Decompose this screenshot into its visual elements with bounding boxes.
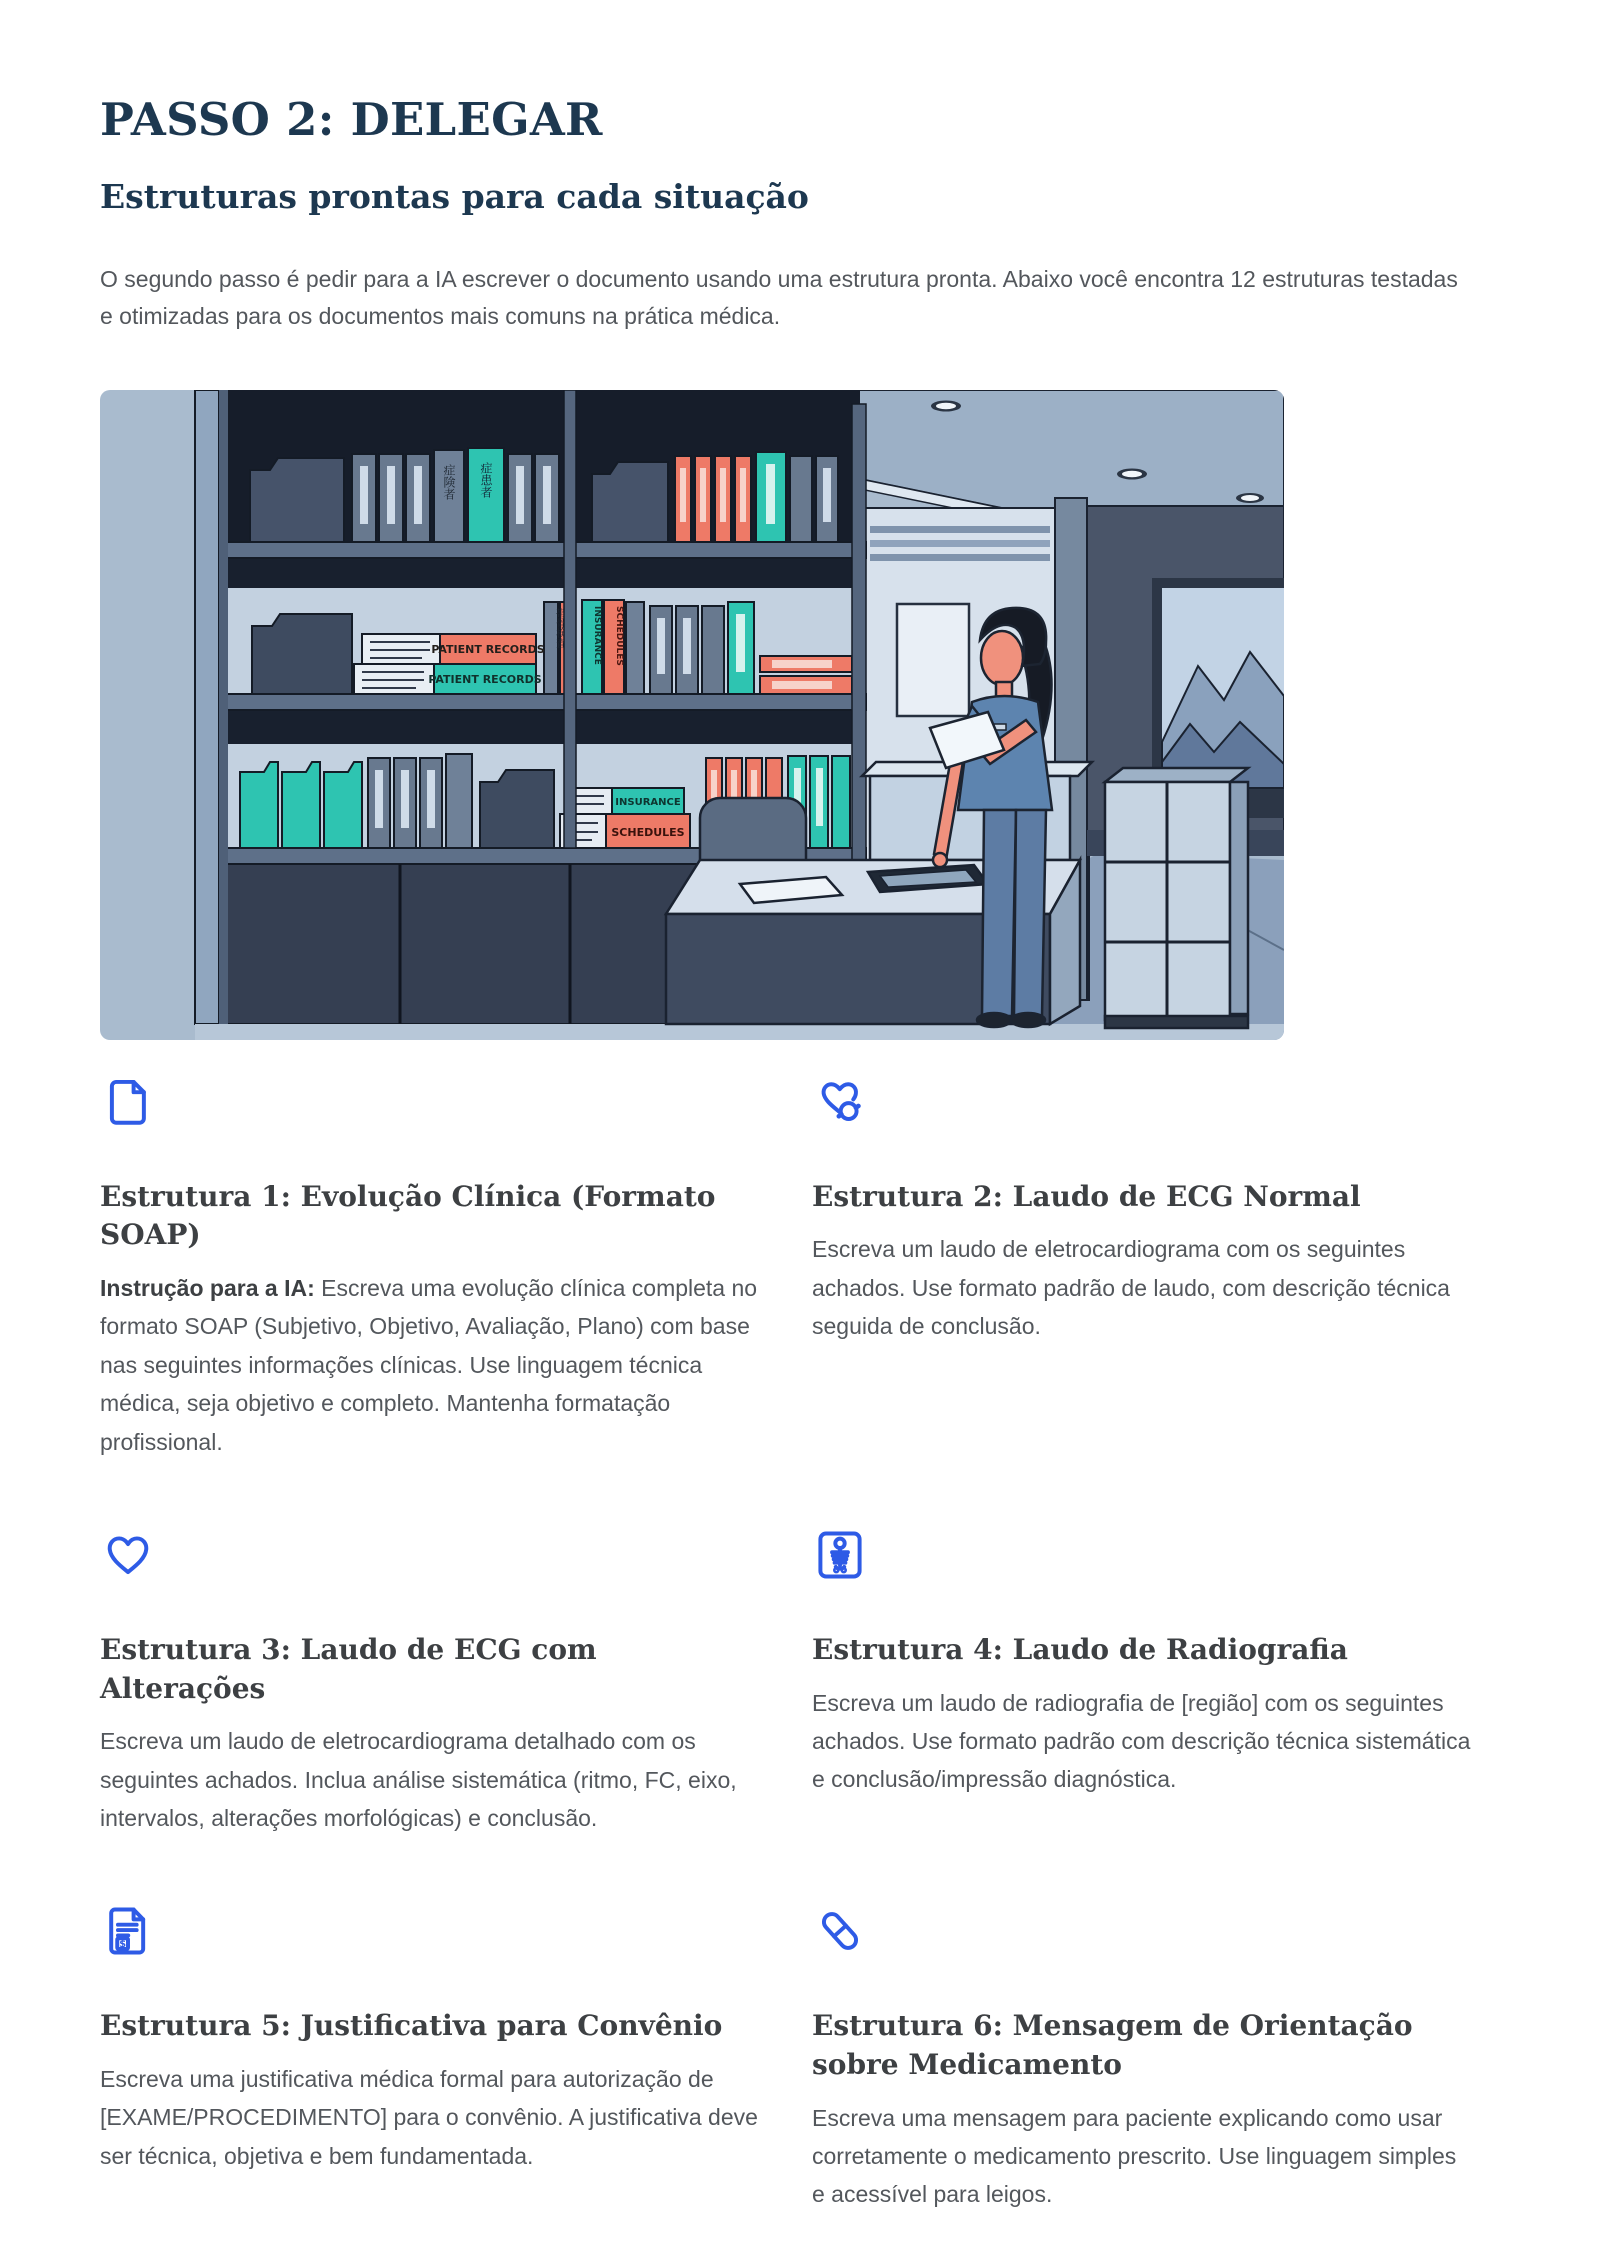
heart-icon	[100, 1527, 760, 1583]
card-body: Escreva uma justificativa médica formal para autorização de [EXAME/PROCEDIMENTO] para o convênio. A justificativa deve ser técnica, objetiva e bem fundamentada.	[100, 2066, 758, 2169]
card-title: Estrutura 6: Mensagem de Orientação sobre Medicamento	[812, 2009, 1413, 2082]
card-body: Escreva um laudo de eletrocardiograma detalhado com os seguintes achados. Inclua análise sistemática (ritmo, FC, eixo, intervalos, alterações morfológicas) e conclusão.	[100, 1728, 737, 1831]
card-body: Instrução para a IA: Escreva uma evolução clínica completa no formato SOAP (Subjetivo, Objetivo, Avaliação, Plano) com base nas seguintes informações clínicas. Use linguagem técnica médica, seja objetivo e completo. Mantenha formatação profissional.	[100, 1274, 758, 1455]
card-title: Estrutura 2: Laudo de ECG Normal	[812, 1179, 1361, 1213]
card-title: Estrutura 5: Justificativa para Convênio	[100, 2009, 723, 2043]
card-estrutura-3	[100, 1527, 760, 1837]
card-body: Escreva um laudo de radiografia de [região] com os seguintes achados. Use formato padrão com descrição técnica sistemática e conclusão/impressão diagnóstica.	[812, 1689, 1471, 1793]
card-body: Escreva um laudo de eletrocardiograma com os seguintes achados. Use formato padrão de laudo, com descrição técnica seguida de conclusão.	[812, 1236, 1450, 1340]
intro-paragraph: O segundo passo é pedir para a IA escrever o documento usando uma estrutura pronta. Abaixo você encontra 12 estruturas testadas e otimizadas para os documentos mais comuns na prática médica.	[100, 266, 1458, 330]
book-label: PATIENT RECORDS	[431, 642, 545, 656]
svg-text:$: $	[119, 1939, 127, 1951]
book-label: SCHEDULES	[611, 825, 685, 839]
file-cabinet	[1105, 768, 1248, 1028]
binder-spine-label: INSURANCE	[592, 605, 602, 665]
binder-spine-label: SCHEDULES	[614, 605, 624, 666]
xray-icon	[812, 1527, 1472, 1583]
stethoscope-heart-icon	[812, 1074, 1472, 1130]
binder-spine-label: 症患者	[479, 461, 493, 498]
structure-cards-grid	[100, 1074, 1472, 2214]
binder-spine-label: 帯骨検査	[553, 607, 565, 648]
card-estrutura-6	[812, 1903, 1472, 2213]
card-estrutura-2	[812, 1074, 1472, 1461]
card-title: Estrutura 3: Laudo de ECG com Alterações	[100, 1632, 597, 1705]
card-title: Estrutura 4: Laudo de Radiografia	[812, 1632, 1348, 1666]
pill-icon	[812, 1903, 1472, 1959]
book-label: PATIENT RECORDS	[428, 672, 542, 686]
binder-spine-label: 症険者	[442, 463, 456, 500]
card-body: Escreva uma mensagem para paciente explicando como usar corretamente o medicamento prescrito. Use linguagem simples e acessível para leigos.	[812, 2104, 1457, 2208]
page-title: PASSO 2: DELEGAR	[100, 93, 603, 146]
instruction-lead: Instrução para a IA:	[100, 1274, 322, 1301]
page-subtitle: Estruturas prontas para cada situação	[100, 177, 809, 217]
card-title: Estrutura 1: Evolução Clínica (Formato SOAP)	[100, 1179, 716, 1252]
medical-records-room-illustration	[100, 390, 1284, 1040]
file-icon	[100, 1074, 760, 1130]
card-estrutura-1	[100, 1074, 760, 1461]
invoice-icon	[100, 1903, 760, 1959]
card-estrutura-4	[812, 1527, 1472, 1837]
book-label: INSURANCE	[615, 796, 681, 808]
card-estrutura-5	[100, 1903, 760, 2213]
